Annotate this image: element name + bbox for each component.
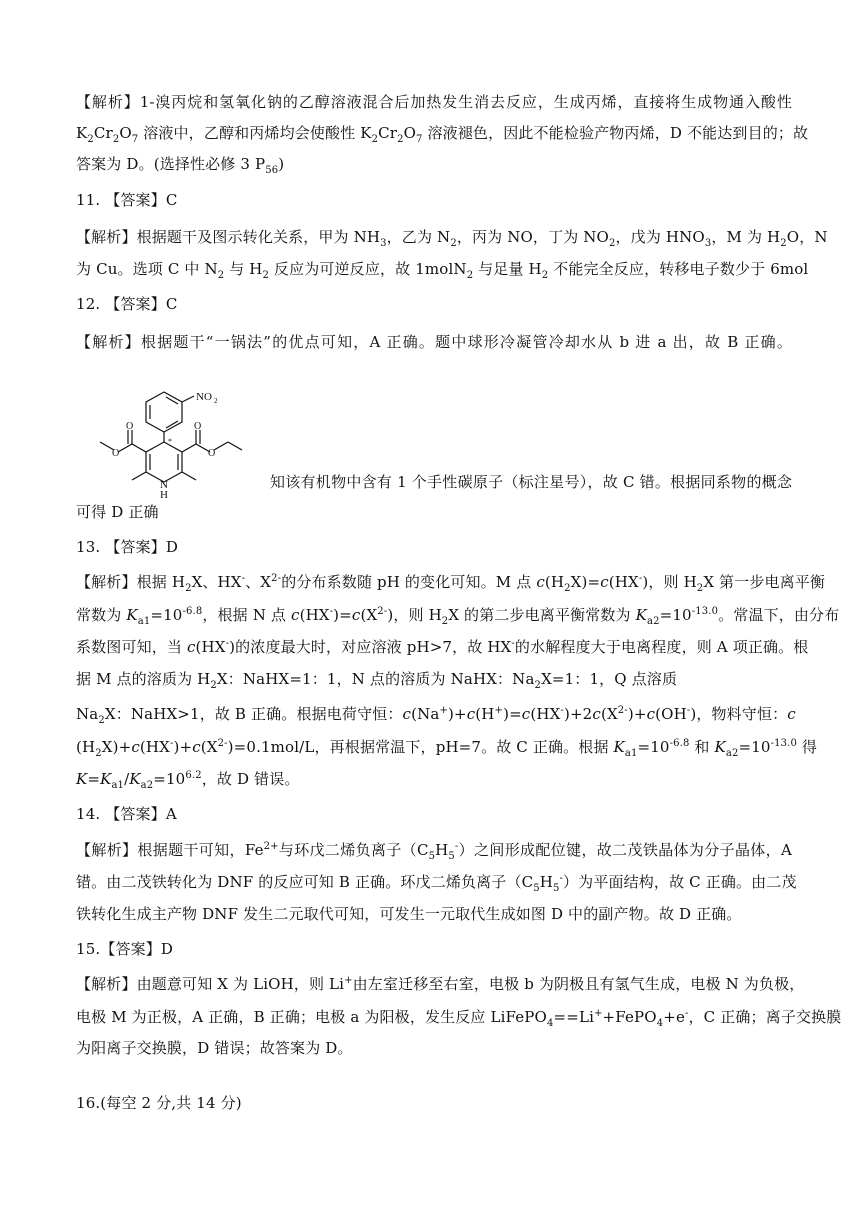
chiral-star: * <box>168 437 172 446</box>
svg-text:O: O <box>126 421 134 432</box>
text-line: 常数为 $K_{a1}=10^{-6.8}$，根据 N 点 $c(HX^-)=c(X^{2-})$，则 $H_2X$ 的第二步电离平衡常数为 $K_{a2}=10^{-13.0}$。常温下，由分布 <box>76 606 840 627</box>
text-line: 答案为 D。(选择性必修 3 $P_{56}$) <box>76 155 285 176</box>
dihydropyridine-ring <box>146 442 182 482</box>
benzene-ring <box>146 392 182 432</box>
no2-subscript: 2 <box>214 397 218 405</box>
text-line: 【解析】由题意可知 X 为 LiOH，则 Li+由左室迁移至右室，电极 b 为阴极且有氢气生成，电极 N 为负极， <box>76 975 805 993</box>
hydrogen-label: H <box>160 489 168 498</box>
answer-heading: 15.【答案】D <box>76 940 174 958</box>
text-line: 【解析】1-溴丙烷和氢氧化钠的乙醇溶液混合后加热发生消去反应，生成丙烯，直接将生成物通入酸性 <box>76 93 792 111</box>
svg-text:O: O <box>112 448 120 459</box>
text-line: $K_2Cr_2O_7$ 溶液中，乙醇和丙烯均会使酸性 $K_2Cr_2O_7$ 溶液褪色，因此不能检验产物丙烯，D 不能达到目的；故 <box>76 124 809 145</box>
svg-text:O: O <box>194 421 202 432</box>
text-line: $K=K_{a1}/K_{a2}=10^{6.2}$，故 D 错误。 <box>76 770 300 791</box>
answer-heading: 11. 【答案】C <box>76 191 178 209</box>
text-line: $Na_2X$：NaHX>1，故 B 正确。根据电荷守恒：$c(Na^+)+c(H^+)=c(HX^-)+2c(X^{2-})+c(OH^-)$，物料守恒：c <box>76 705 796 726</box>
answer-heading: 12. 【答案】C <box>76 295 178 313</box>
text-line: 可得 D 正确 <box>76 503 159 521</box>
molecule-structure-image <box>84 388 274 498</box>
answer-heading: 13. 【答案】D <box>76 538 178 556</box>
svg-text:O: O <box>208 448 216 459</box>
no2-label: NO <box>196 391 212 403</box>
answer-heading: 14. 【答案】A <box>76 805 177 823</box>
section-heading: 16.(每空 2 分,共 14 分) <box>76 1094 242 1112</box>
text-line: 为阳离子交换膜，D 错误；故答案为 D。 <box>76 1039 353 1057</box>
text-line: 【解析】根据题干可知，$Fe^{2+}$与环戊二烯负离子$(C_5H_5^-)$之间形成配位键，故二茂铁晶体为分子晶体，A <box>76 841 792 862</box>
text-line: 据 M 点的溶质为 $H_2X$：NaHX=1：1，N 点的溶质为 NaHX：$Na_2X=1$：1，Q 点溶质 <box>76 670 678 691</box>
text-line: 铁转化生成主产物 DNF 发生二元取代可知，可发生一元取代生成如图 D 中的副产物。故 D 正确。 <box>76 905 742 923</box>
text-line: 电极 M 为正极，A 正确，B 正确；电极 a 为阳极，发生反应 LiFePO$_4$==Li++FePO$_4$+e-，C 正确；离子交换膜 <box>76 1008 842 1029</box>
text-line: 【解析】根据题干“一锅法”的优点可知，A 正确。题中球形冷凝管冷却水从 b 进 a 出，故 B 正确。 <box>76 333 792 351</box>
nitrogen-label: N <box>160 479 168 491</box>
text-line: 知该有机物中含有 1 个手性碳原子（标注星号），故 C 错。根据同系物的概念 <box>270 473 792 491</box>
text-line: 【解析】根据题干及图示转化关系，甲为 $NH_3$，乙为 $N_2$，丙为 NO，丁为 $NO_2$，戊为 $HNO_3$，M 为 $H_2O$，N <box>76 228 828 249</box>
text-line: 为 Cu。选项 C 中 $N_2$ 与 $H_2$ 反应为可逆反应，故 1molN$_2$ 与足量 $H_2$ 不能完全反应，转移电子数少于 6mol <box>76 260 809 281</box>
text-line: 系数图可知，当 c(HX-)的浓度最大时，对应溶液 pH>7，故 HX-的水解程度大于电离程度，则 A 项正确。根 <box>76 638 809 656</box>
text-line: 错。由二茂铁转化为 DNF 的反应可知 B 正确。环戊二烯负离子$(C_5H_5^-)$为平面结构，故 C 正确。由二茂 <box>76 873 797 894</box>
text-line: 【解析】根据 $H_2X$、HX-、$X^{2-}$的分布系数随 pH 的变化可知。M 点 $c(H_2X)=c(HX^-)$，则 $H_2X$ 第一步电离平衡 <box>76 573 826 594</box>
text-line: $(H_2X)+c(HX^-)+c(X^{2-})=0.1mol/L$，再根据常温下，pH=7。故 C 正确。根据 $K_{a1}=10^{-6.8}$ 和 $K_{a2}=10^{-13.0}$ 得 <box>76 738 818 759</box>
